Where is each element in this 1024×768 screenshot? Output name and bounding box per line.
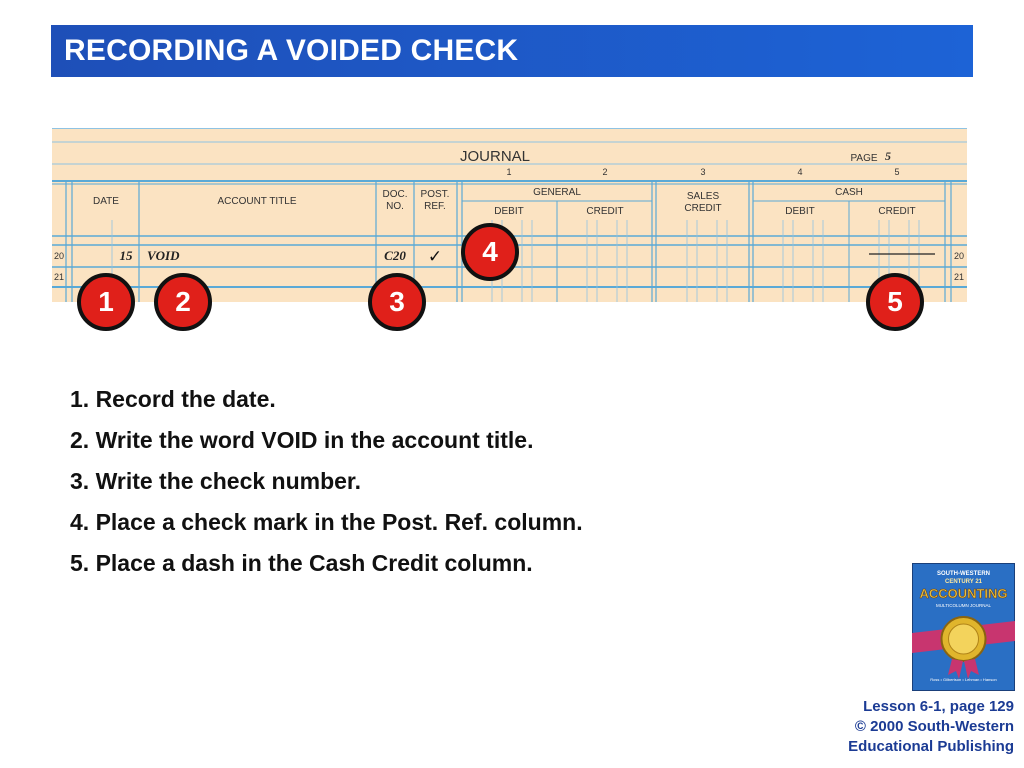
step-2: 2. Write the word VOID in the account title. [70, 427, 534, 453]
book-series: CENTURY 21 [944, 579, 983, 585]
header-cash-credit: CREDIT [878, 206, 916, 217]
footer-lesson: Lesson 6-1, page 129 [863, 698, 1014, 715]
book-publisher: SOUTH-WESTERN [937, 571, 990, 577]
page-number: 5 [885, 149, 891, 163]
title-bar [51, 25, 973, 77]
column-number-5: 5 [894, 167, 900, 177]
check-icon: ✓ [427, 247, 443, 267]
column-number-2: 2 [602, 167, 608, 177]
header-post-ref-line2: REF. [424, 201, 446, 212]
footer-credit [848, 697, 1014, 757]
entry-doc-number: C20 [384, 248, 406, 263]
steps-list [70, 383, 583, 588]
line-number-right-20: 20 [953, 251, 965, 261]
textbook-cover [912, 563, 1015, 691]
header-doc-no-line2: NO. [386, 201, 404, 212]
step-1: 1. Record the date. [70, 386, 276, 412]
page-label: PAGE [850, 153, 878, 164]
footer-publisher: Educational Publishing [848, 738, 1014, 755]
callout-badge-2: 2 [154, 273, 212, 331]
footer-copyright: © 2000 South-Western [854, 718, 1014, 735]
slide-title: RECORDING A VOIDED CHECK [64, 34, 519, 67]
header-cash-debit: DEBIT [785, 206, 815, 217]
callout-badge-3: 3 [368, 273, 426, 331]
book-subtitle: MULTICOLUMN JOURNAL [936, 603, 991, 608]
header-account-title: ACCOUNT TITLE [217, 196, 297, 207]
book-authors: Ross • Gilbertson • Lehman • Hanson [930, 677, 997, 682]
line-number-left-21: 21 [53, 272, 65, 282]
journal-name: JOURNAL [459, 148, 531, 165]
callout-badge-1: 1 [77, 273, 135, 331]
entry-day: 15 [119, 248, 133, 263]
header-sales-credit-line1: SALES [686, 191, 720, 202]
callout-badge-4: 4 [461, 223, 519, 281]
header-general-credit: CREDIT [586, 206, 624, 217]
line-number-left-20: 20 [53, 251, 65, 261]
column-number-3: 3 [700, 167, 706, 177]
step-4: 4. Place a check mark in the Post. Ref. column. [70, 509, 583, 535]
entry-account-void: VOID [147, 248, 180, 263]
column-number-1: 1 [506, 167, 512, 177]
step-3: 3. Write the check number. [70, 468, 362, 494]
header-general-debit: DEBIT [494, 206, 524, 217]
callout-badge-5: 5 [866, 273, 924, 331]
step-5: 5. Place a dash in the Cash Credit column. [70, 550, 533, 576]
header-doc-no-line1: DOC. [382, 189, 408, 200]
book-title: ACCOUNTING [919, 586, 1008, 601]
header-sales-credit-line2: CREDIT [684, 203, 722, 214]
header-general: GENERAL [533, 187, 581, 198]
header-date: DATE [93, 196, 119, 207]
header-cash: CASH [835, 187, 863, 198]
column-number-4: 4 [797, 167, 803, 177]
line-number-right-21: 21 [953, 272, 965, 282]
header-post-ref-line1: POST. [420, 189, 450, 200]
